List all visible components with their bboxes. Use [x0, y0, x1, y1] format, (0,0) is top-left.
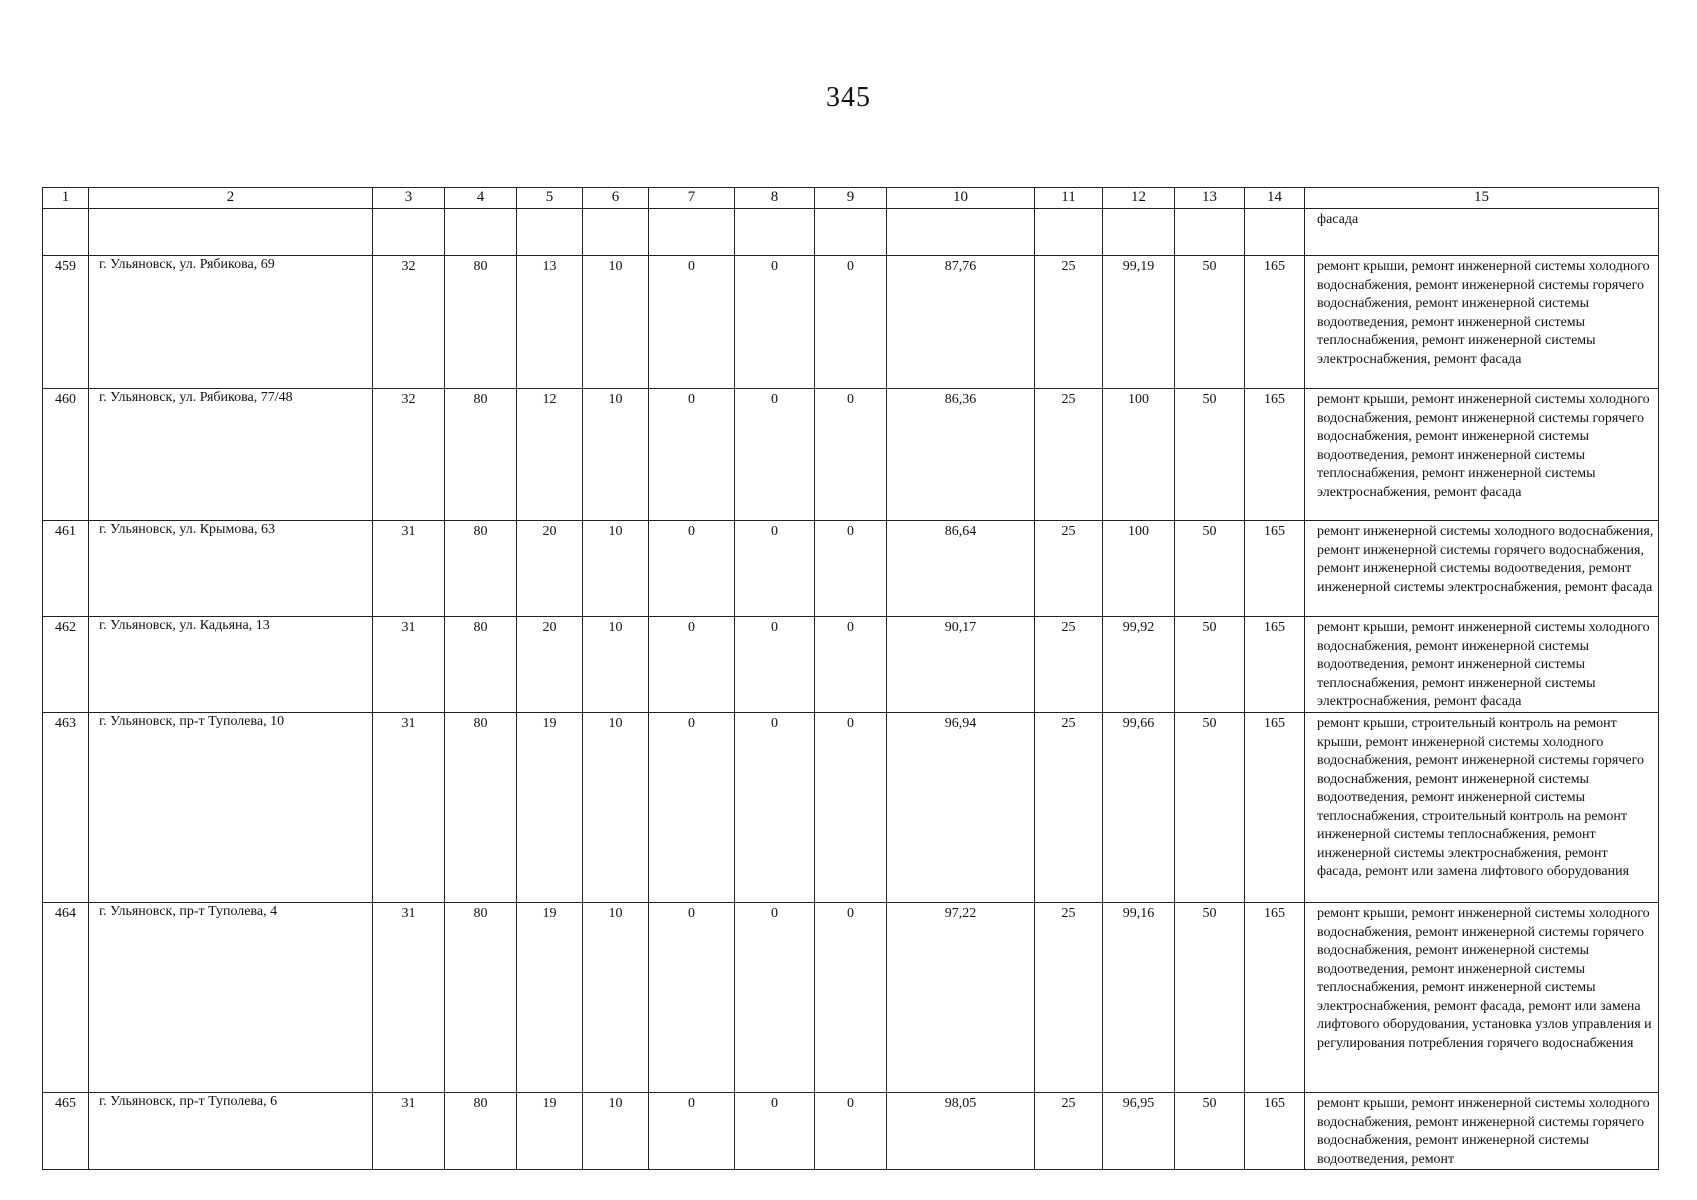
- column-number: 10: [887, 188, 1035, 209]
- value-cell-11: 25: [1035, 1093, 1103, 1170]
- value-cell-4: 80: [445, 389, 517, 521]
- value-cell-12: 99,92: [1103, 617, 1175, 713]
- value-cell-13: 50: [1175, 903, 1245, 1093]
- value-cell-13: 50: [1175, 713, 1245, 903]
- value-cell-6: 10: [583, 1093, 649, 1170]
- value-cell-14: 165: [1245, 1093, 1305, 1170]
- row-number-cell: 460: [43, 389, 89, 521]
- value-cell-14: 165: [1245, 713, 1305, 903]
- address-cell: г. Ульяновск, ул. Рябикова, 69: [89, 256, 373, 389]
- value-cell-7: 0: [649, 713, 735, 903]
- value-cell-8: 0: [735, 617, 815, 713]
- column-number: 2: [89, 188, 373, 209]
- value-cell-3: 32: [373, 389, 445, 521]
- row-number-cell: 461: [43, 521, 89, 617]
- value-cell-7: 0: [649, 389, 735, 521]
- repair-program-table: [42, 187, 1659, 1170]
- value-cell-7: 0: [649, 903, 735, 1093]
- value-cell-10: 87,76: [887, 256, 1035, 389]
- value-cell-5: 19: [517, 713, 583, 903]
- value-cell-10: 98,05: [887, 1093, 1035, 1170]
- value-cell-3: 31: [373, 903, 445, 1093]
- value-cell-8: 0: [735, 713, 815, 903]
- column-number: 9: [815, 188, 887, 209]
- value-cell-10: 86,36: [887, 389, 1035, 521]
- value-cell-12: 99,19: [1103, 256, 1175, 389]
- works-list-cell: ремонт крыши, ремонт инженерной системы холодного водоснабжения, ремонт инженерной системы горячего водоснабжения, ремонт инженерной системы водоотведения, ремонт инженерной системы теплоснабжения, ремонт инженерной системы электроснабжения, ремонт фасада: [1305, 256, 1659, 389]
- column-number: 12: [1103, 188, 1175, 209]
- table-row: [43, 389, 1659, 521]
- value-cell-8: 0: [735, 1093, 815, 1170]
- address-cell: г. Ульяновск, ул. Рябикова, 77/48: [89, 389, 373, 521]
- value-cell-4: 80: [445, 617, 517, 713]
- value-cell-6: 10: [583, 389, 649, 521]
- value-cell-12: 100: [1103, 389, 1175, 521]
- column-number: 4: [445, 188, 517, 209]
- value-cell-5: 12: [517, 389, 583, 521]
- table-row: [43, 521, 1659, 617]
- value-cell-5: 20: [517, 521, 583, 617]
- works-list-cell: ремонт крыши, строительный контроль на ремонт крыши, ремонт инженерной системы холодного водоснабжения, ремонт инженерной системы горячего водоснабжения, ремонт инженерной системы водоотведения, ремонт инженерной системы теплоснабжения, строительный контроль на ремонт инженерной системы теплоснабжения, ремонт инженерной системы электроснабжения, ремонт фасада, ремонт или замена лифтового оборудования: [1305, 713, 1659, 903]
- value-cell-13: 50: [1175, 521, 1245, 617]
- table-row: [43, 903, 1659, 1093]
- value-cell-11: 25: [1035, 521, 1103, 617]
- repair-program-table-wrapper: [42, 187, 1658, 1170]
- value-cell-4: 80: [445, 521, 517, 617]
- table-body: [43, 256, 1659, 1170]
- column-number: 15: [1305, 188, 1659, 209]
- value-cell-6: 10: [583, 903, 649, 1093]
- value-cell-7: 0: [649, 1093, 735, 1170]
- works-list-cell: ремонт крыши, ремонт инженерной системы холодного водоснабжения, ремонт инженерной системы горячего водоснабжения, ремонт инженерной системы водоотведения, ремонт инженерной системы теплоснабжения, ремонт инженерной системы электроснабжения, ремонт фасада, ремонт или замена лифтового оборудования, установка узлов управления и регулирования потребления горячего водоснабжения: [1305, 903, 1659, 1093]
- value-cell-5: 19: [517, 903, 583, 1093]
- column-number: 7: [649, 188, 735, 209]
- address-cell: г. Ульяновск, ул. Крымова, 63: [89, 521, 373, 617]
- value-cell-3: 31: [373, 521, 445, 617]
- row-number-cell: 465: [43, 1093, 89, 1170]
- value-cell-14: 165: [1245, 389, 1305, 521]
- value-cell-8: 0: [735, 903, 815, 1093]
- value-cell-3: 32: [373, 256, 445, 389]
- value-cell-6: 10: [583, 617, 649, 713]
- column-number: 13: [1175, 188, 1245, 209]
- value-cell-9: 0: [815, 1093, 887, 1170]
- value-cell-13: 50: [1175, 617, 1245, 713]
- address-cell: г. Ульяновск, пр-т Туполева, 6: [89, 1093, 373, 1170]
- value-cell-4: 80: [445, 1093, 517, 1170]
- address-cell: г. Ульяновск, ул. Кадьяна, 13: [89, 617, 373, 713]
- value-cell-9: 0: [815, 903, 887, 1093]
- value-cell-14: 165: [1245, 521, 1305, 617]
- value-cell-11: 25: [1035, 903, 1103, 1093]
- value-cell-9: 0: [815, 256, 887, 389]
- value-cell-3: 31: [373, 1093, 445, 1170]
- value-cell-3: 31: [373, 617, 445, 713]
- column-number: 5: [517, 188, 583, 209]
- value-cell-4: 80: [445, 256, 517, 389]
- value-cell-7: 0: [649, 256, 735, 389]
- value-cell-12: 99,66: [1103, 713, 1175, 903]
- value-cell-6: 10: [583, 521, 649, 617]
- value-cell-8: 0: [735, 389, 815, 521]
- value-cell-4: 80: [445, 713, 517, 903]
- value-cell-11: 25: [1035, 256, 1103, 389]
- value-cell-10: 90,17: [887, 617, 1035, 713]
- row-number-cell: 462: [43, 617, 89, 713]
- value-cell-14: 165: [1245, 256, 1305, 389]
- works-list-cell: ремонт крыши, ремонт инженерной системы холодного водоснабжения, ремонт инженерной системы водоотведения, ремонт инженерной системы теплоснабжения, ремонт инженерной системы электроснабжения, ремонт фасада: [1305, 617, 1659, 713]
- value-cell-10: 97,22: [887, 903, 1035, 1093]
- column-number: 3: [373, 188, 445, 209]
- value-cell-6: 10: [583, 256, 649, 389]
- value-cell-7: 0: [649, 521, 735, 617]
- row-number-cell: 463: [43, 713, 89, 903]
- value-cell-11: 25: [1035, 617, 1103, 713]
- works-list-cell: ремонт инженерной системы холодного водоснабжения, ремонт инженерной системы горячего водоснабжения, ремонт инженерной системы водоотведения, ремонт инженерной системы электроснабжения, ремонт фасада: [1305, 521, 1659, 617]
- value-cell-3: 31: [373, 713, 445, 903]
- value-cell-5: 20: [517, 617, 583, 713]
- value-cell-6: 10: [583, 713, 649, 903]
- value-cell-8: 0: [735, 521, 815, 617]
- value-cell-14: 165: [1245, 903, 1305, 1093]
- value-cell-14: 165: [1245, 617, 1305, 713]
- address-cell: г. Ульяновск, пр-т Туполева, 10: [89, 713, 373, 903]
- column-number: 14: [1245, 188, 1305, 209]
- works-list-cell: ремонт крыши, ремонт инженерной системы холодного водоснабжения, ремонт инженерной системы горячего водоснабжения, ремонт инженерной системы водоотведения, ремонт: [1305, 1093, 1659, 1170]
- value-cell-10: 96,94: [887, 713, 1035, 903]
- value-cell-13: 50: [1175, 1093, 1245, 1170]
- value-cell-7: 0: [649, 617, 735, 713]
- value-cell-4: 80: [445, 903, 517, 1093]
- column-number: 6: [583, 188, 649, 209]
- value-cell-11: 25: [1035, 713, 1103, 903]
- value-cell-10: 86,64: [887, 521, 1035, 617]
- page-number: 345: [826, 82, 871, 113]
- value-cell-13: 50: [1175, 389, 1245, 521]
- value-cell-9: 0: [815, 389, 887, 521]
- table-row: [43, 617, 1659, 713]
- row-number-cell: 464: [43, 903, 89, 1093]
- value-cell-5: 13: [517, 256, 583, 389]
- value-cell-11: 25: [1035, 389, 1103, 521]
- value-cell-5: 19: [517, 1093, 583, 1170]
- address-cell: г. Ульяновск, пр-т Туполева, 4: [89, 903, 373, 1093]
- value-cell-8: 0: [735, 256, 815, 389]
- value-cell-13: 50: [1175, 256, 1245, 389]
- row-number-cell: 459: [43, 256, 89, 389]
- column-number-row: [43, 188, 1659, 209]
- table-row: [43, 713, 1659, 903]
- value-cell-12: 100: [1103, 521, 1175, 617]
- column-number: 8: [735, 188, 815, 209]
- value-cell-9: 0: [815, 617, 887, 713]
- value-cell-9: 0: [815, 713, 887, 903]
- value-cell-12: 96,95: [1103, 1093, 1175, 1170]
- table-row: [43, 1093, 1659, 1170]
- value-cell-9: 0: [815, 521, 887, 617]
- continuation-works-cell: фасада: [1305, 209, 1659, 256]
- continuation-row: [43, 209, 1659, 256]
- column-number: 11: [1035, 188, 1103, 209]
- works-list-cell: ремонт крыши, ремонт инженерной системы холодного водоснабжения, ремонт инженерной системы горячего водоснабжения, ремонт инженерной системы водоотведения, ремонт инженерной системы теплоснабжения, ремонт инженерной системы электроснабжения, ремонт фасада: [1305, 389, 1659, 521]
- column-number: 1: [43, 188, 89, 209]
- table-row: [43, 256, 1659, 389]
- value-cell-12: 99,16: [1103, 903, 1175, 1093]
